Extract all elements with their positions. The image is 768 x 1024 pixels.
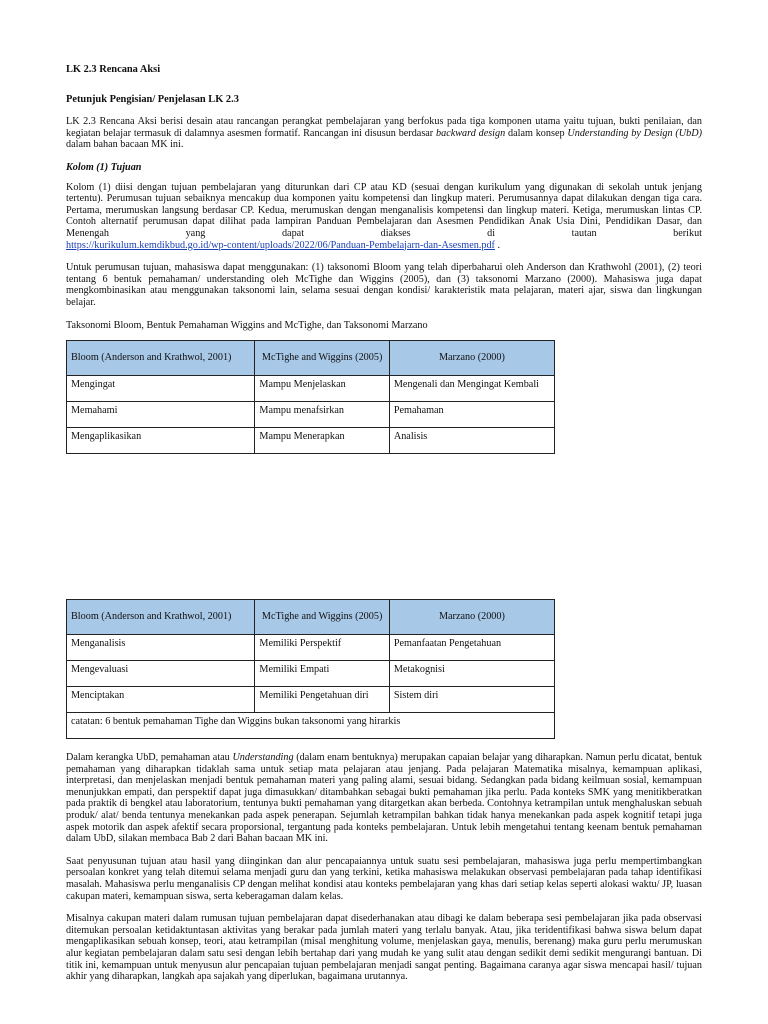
intro-emphasis-ubd: Understanding by Design (UbD) [567,127,702,139]
table-cell: Menciptakan [67,687,255,713]
misal-paragraph: Misalnya cakupan materi dalam rumusan tujuan pembelajaran dapat disederhanakan atau dibagi ke dalam beberapa sesi pembelajaran jika pada observasi ditemukan persoalan ketidaktuntasan aktivitas yang berakar pada jumlah materi yang terlalu banyak. Atau, jika teridentifikasi bahwa siswa belum dapat mengaplikasikan sebuah konsep, teori, atau ketrampilan (misal menghitung volume, menjelaskan gaya, menulis, berenang) maka guru perlu merumuskan alur kegiatan pembelajaran dalam satu sesi dengan lebih bertahap dari yang mudah ke yang sulit atau dengan sedikit demi sedikit mengurangi bantuan. Di titik ini, kemampuan untuk menyusun alur pencapaian tujuan pembelajaran menjadi sangat penting. Bagaimana caranya agar siswa mencapai hasil/ tujuan akhir yang diharapkan, langkah apa sajakah yang diperlukan, bagaimana urutannya. [66,913,702,983]
kolom-heading: Kolom (1) Tujuan [66,161,142,173]
table-cell: Mampu menafsirkan [255,402,389,428]
table-header-row [67,600,555,635]
header-mctighe: McTighe and Wiggins (2005) [255,600,389,635]
table-row [67,376,555,402]
taxonomy-table-1 [66,340,555,454]
header-bloom: Bloom (Anderson and Krathwol, 2001) [67,600,255,635]
table-cell: Mengaplikasikan [67,428,255,454]
table-caption: Taksonomi Bloom, Bentuk Pemahaman Wiggins and McTighe, dan Taksonomi Marzano [66,319,428,331]
header-marzano: Marzano (2000) [389,341,554,376]
table-cell: Mengevaluasi [67,661,255,687]
table-cell: Memiliki Pengetahuan diri [255,687,389,713]
table-cell: Memahami [67,402,255,428]
table-note-row [67,713,555,739]
table-cell: Mampu Menjelaskan [255,376,389,402]
kolom-after-link: . [494,239,501,251]
table-cell: Pemanfaatan Pengetahuan [389,635,554,661]
table-cell: Mampu Menerapkan [255,428,389,454]
table-note: catatan: 6 bentuk pemahaman Tighe dan Wiggins bukan taksonomi yang hirarkis [67,713,555,739]
intro-text-c: dalam bahan bacaan MK ini. [66,139,184,151]
header-mctighe: McTighe and Wiggins (2005) [255,341,389,376]
table-row [67,635,555,661]
table-cell: Mengingat [67,376,255,402]
panduan-link[interactable]: https://kurikulum.kemdikbud.go.id/wp-content/uploads/2022/06/Panduan-Pembelajarn-dan-Asesmen.pdf [66,239,495,251]
table-cell: Sistem diri [389,687,554,713]
table-header-row [67,341,555,376]
table-cell: Memiliki Empati [255,661,389,687]
table-cell: Menganalisis [67,635,255,661]
taxonomy-table-2 [66,599,555,739]
document-content [66,64,702,994]
ubd-text-a: Dalam kerangka UbD, pemahaman atau [66,752,233,764]
table-cell: Pemahaman [389,402,554,428]
intro-text-a: LK 2.3 Rencana Aksi berisi desain atau rancangan perangkat pembelajaran yang berfokus pada tiga komponen utama yaitu tujuan, bukti penilaian, dan kegiatan belajar termasuk di dalamnya asesmen formatif. Rancangan ini disusun berdasar [66,116,702,139]
table-cell: Metakognisi [389,661,554,687]
saat-paragraph: Saat penyusunan tujuan atau hasil yang diinginkan dan alur pencapaiannya untuk suatu sesi pembelajaran, mahasiswa juga perlu mempertimbangkan persoalan konkret yang telah ditemui selama menjadi guru dan yang terkini, ketika mahasiswa melakukan observasi pembelajaran pada tahap identifikasi masalah. Mahasiswa perlu menganalisis CP dengan melihat kondisi atau konteks pembelajaran yang khas dari setiap kelas seperti alokasi waktu/ JP, luasan cakupan materi, kemampuan siswa, serta keberagaman dalam kelas. [66,855,702,902]
kolom-text: Kolom (1) diisi dengan tujuan pembelajaran yang diturunkan dari CP atau KD (sesuai dengan kurikulum yang digunakan di sekolah untuk jenjang tertentu). Perumusan tujuan sebaiknya mencakup dua komponen yaitu kompetensi dan lingkup materi. Perumusannya dapat dilakukan dengan tiga cara. Pertama, merumuskan langsung berdasar CP. Kedua, merumuskan dengan menganalisis kompetensi dan lingkup materi. Ketiga, merumuskan lintas CP. Contoh alternatif perumusan dapat dilihat pada lampiran Panduan Pembelajaran dan Asesmen Pendidikan Anak Usia Dini, Pendidikan Dasar, dan Menengah yang dapat diakses di tautan berikut [66,181,702,239]
table-row [67,661,555,687]
intro-paragraph [66,116,702,151]
table-cell: Analisis [389,428,554,454]
header-marzano: Marzano (2000) [389,600,554,635]
intro-text-b: dalam konsep [505,127,568,139]
table-row [67,402,555,428]
table-cell: Mengenali dan Mengingat Kembali [389,376,554,402]
taksonomi-paragraph: Untuk perumusan tujuan, mahasiswa dapat menggunakan: (1) taksonomi Bloom yang telah diperbaharui oleh Anderson dan Krathwohl (2001), (2) teori tentang 6 bentuk pemahaman/ understanding oleh McTighe dan Wiggins (2005), dan (3) taksonomi Marzano (2000). Mahasiswa juga dapat mengkombinasikan atau menggunakan taksonomi lain, selama sesuai dengan kondisi/ karakteristik mata pelajaran, materi ajar, siswa dan lingkungan belajar. [66,262,702,308]
ubd-emphasis-understanding: Understanding [232,752,294,764]
ubd-paragraph [66,752,702,845]
page-gap [66,454,702,599]
document-title: LK 2.3 Rencana Aksi [66,64,161,75]
table-cell: Memiliki Perspektif [255,635,389,661]
kolom-paragraph [66,182,702,252]
intro-emphasis-backward-design: backward design [436,127,506,139]
section-subtitle: Petunjuk Pengisian/ Penjelasan LK 2.3 [66,93,239,105]
ubd-text-b: (dalam enam bentuknya) merupakan capaian belajar yang diharapkan. Namun perlu dicatat, bentuk pemahaman yang diharapkan tidaklah sama untuk setiap mata pelajaran atau jenjang. Pada pelajaran Matematika misalnya, kemampuan aplikasi, interpretasi, dan menjelaskan menjadi bentuk pemahaman materi yang paling alami, sesuai bidang. Sedangkan pada bidang keilmuan sosial, kemampuan menunjukkan empati, dan perspektif dapat juga dimasukkan/ ditambahkan sebagai bukti pemahaman jika perlu. Pada konteks SMK yang menitikberatkan pada praktik di bengkel atau laboratorium, tentunya bukti pemahaman yang ditargetkan akan berbeda. Contohnya ketrampilan untuk menghaluskan sebuah produk/ alat/ benda tentunya menekankan pada aspek penerapan. Sejumlah ketrampilan bahkan tidak hanya menekankan pada aspek kognitif tetapi juga aspek motorik dan aspek afektif secara proporsional, tergantung pada konteks pembelajaran. Untuk lebih mengetahui tentang keenam bentuk pemahaman dalam UbD, silakan membaca Bab 2 dari Bahan bacaan MK ini. [66,752,702,845]
table-row [67,428,555,454]
header-bloom: Bloom (Anderson and Krathwol, 2001) [67,341,255,376]
table-row [67,687,555,713]
